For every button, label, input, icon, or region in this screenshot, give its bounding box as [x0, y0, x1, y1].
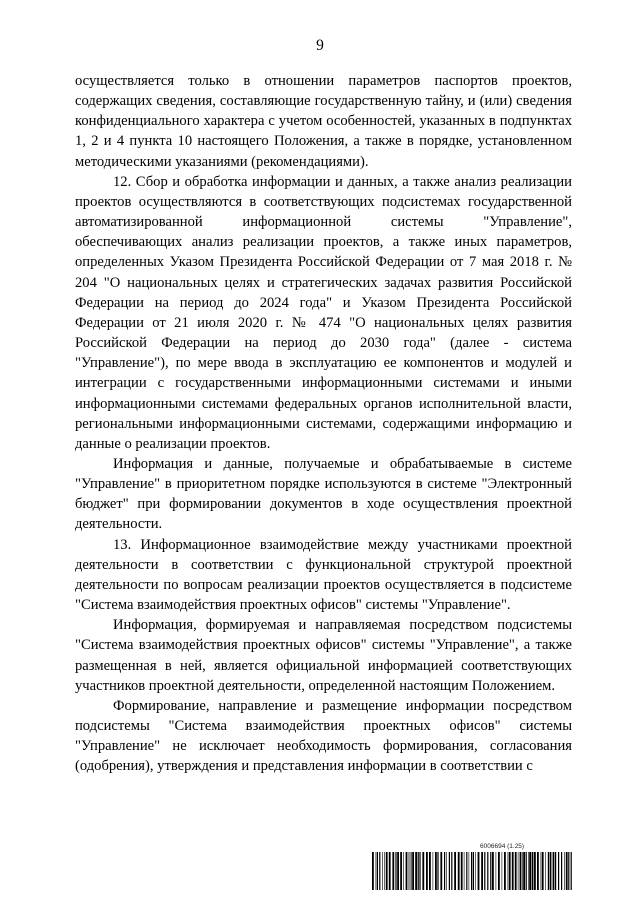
- paragraph-item-13-official-info: Информация, формируемая и направляемая посредством подсистемы "Система взаимодействия проектных офисов" системы "Управление", а также размещенная в ней, является официальной информацией соответствующих участников проектной деятельности, определенной настоящим Положением.: [75, 617, 572, 694]
- paragraph-item-13-formation: Формирование, направление и размещение информации посредством подсистемы "Система взаимодействия проектных офисов" системы "Управление" не исключает необходимость формирования, согласования (одобрения), утверждения и представления информации в соответствии с: [75, 697, 572, 775]
- document-code: 6006694 (1.25): [480, 843, 525, 850]
- paragraph-item-13: 13. Информационное взаимодействие между участниками проектной деятельности в соответствии с функциональной структурой проектной деятельности по вопросам реализации проектов осуществляется в подсистеме "Система взаимодействия проектных офисов" системы "Управление".: [75, 536, 572, 614]
- paragraph-item-12: 12. Сбор и обработка информации и данных, а также анализ реализации проектов осуществляются в соответствующих подсистемах государственной автоматизированной информационной системы "Управление", обеспечивающих анализ реализации проектов, а также иных параметров, определенных Указом Президента Российской Федерации от 7 мая 2018 г. № 204 "О национальных целях и стратегических задачах развития Российской Федерации на период до 2024 года" и Указом Президента Российской Федерации от 21 июля 2020 г. № 474 "О национальных целях развития Российской Федерации на период до 2030 года" (далее - система "Управление"), по мере ввода в эксплуатацию ее компонентов и модулей и интеграции с государственными информационными системами и иными информационными системами федеральных органов исполнительной власти, региональными информационными системами, содержащими информацию и данные о реализации проектов.: [75, 173, 572, 452]
- paragraph-continuation: осуществляется только в отношении параметров паспортов проектов, содержащих сведения, составляющие государственную тайну, и (или) сведения конфиденциального характера с учетом особенностей, указанных в подпунктах 1, 2 и 4 пункта 10 настоящего Положения, а также в порядке, установленном методическими указаниями (рекомендациями).: [75, 73, 572, 170]
- paragraph-item-12-data-usage: Информация и данные, получаемые и обрабатываемые в системе "Управление" в приоритетном порядке используются в системе "Электронный бюджет" при формировании документов в ходе осуществления проектной деятельности.: [75, 455, 572, 533]
- page-footer: [372, 843, 572, 893]
- document-body: [75, 71, 572, 776]
- barcode-image: [372, 852, 572, 890]
- page-number: 9: [316, 37, 324, 54]
